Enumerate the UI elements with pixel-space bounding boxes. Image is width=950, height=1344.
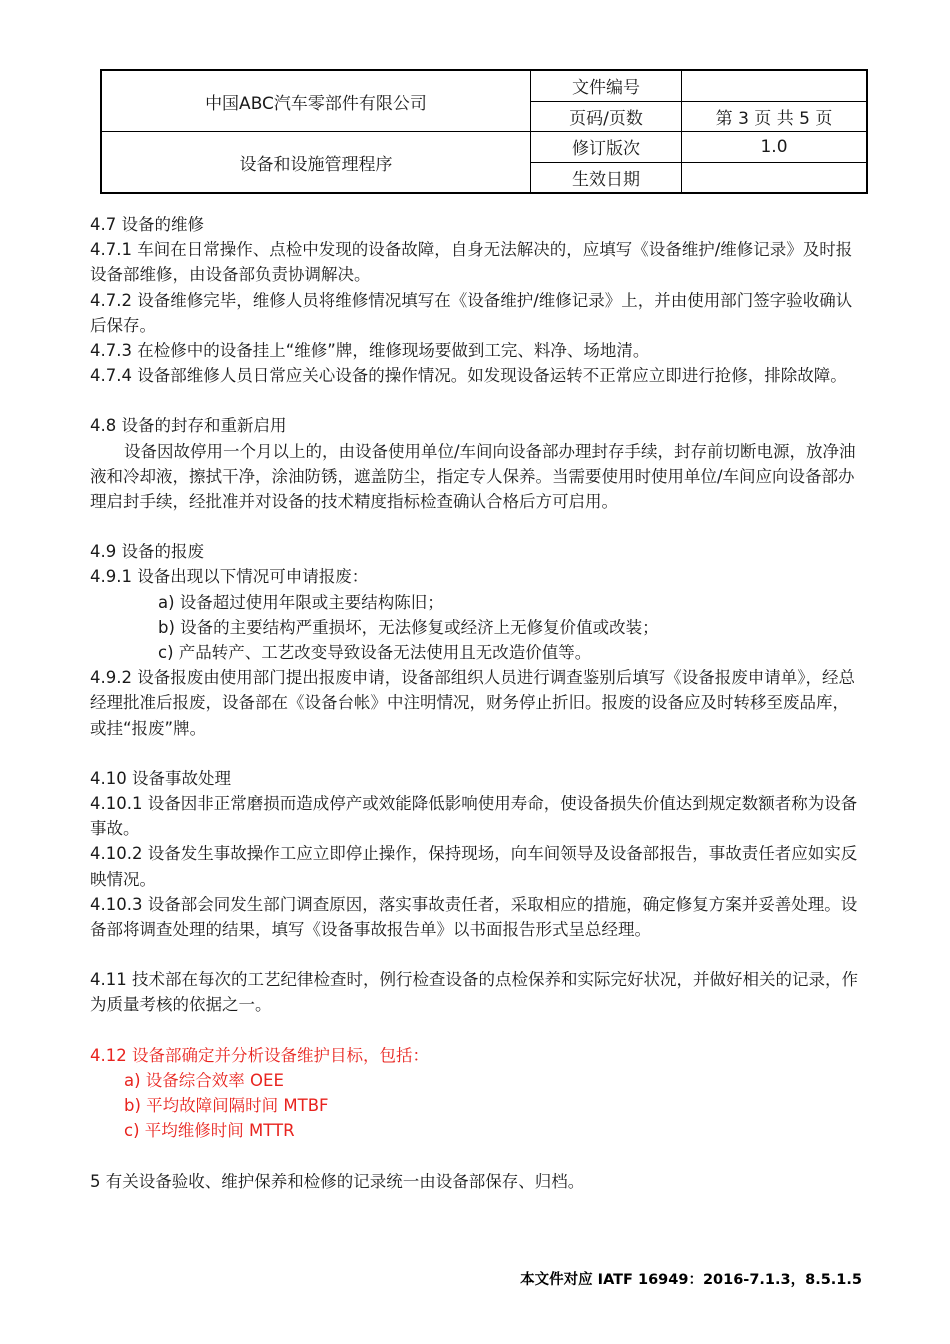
section-4-12-item-a: a) 设备综合效率 OEE (124, 1070, 284, 1090)
header-label-effective-date: 生效日期 (531, 162, 682, 193)
section-4-12-item-b: b) 平均故障间隔时间 MTBF (124, 1096, 329, 1116)
section-4-8-title: 4.8 设备的封存和重新启用 (90, 416, 287, 436)
section-4-10-3: 4.10.3 设备部会同发生部门调查原因，落实事故责任者，采取相应的措施，确定修复方案并妥善处理。设备部将调查处理的结果，填写《设备事故报告单》以书面报告形式呈总经理。 (90, 894, 858, 940)
section-4-12-item-c: c) 平均维修时间 MTTR (124, 1121, 295, 1141)
section-4-7-2: 4.7.2 设备维修完毕，维修人员将维修情况填写在《设备维护/维修记录》上，并由使用部门签字验收确认后保存。 (90, 290, 853, 335)
header-label-revision: 修订版次 (531, 132, 682, 163)
section-4-10-2: 4.10.2 设备发生事故操作工应立即停止操作，保持现场，向车间领导及设备部报告，事故责任者应如实反映情况。 (90, 844, 858, 889)
header-value-doc-number (682, 70, 868, 101)
section-4-10-1: 4.10.1 设备因非正常磨损而造成停产或效能降低影响使用寿命，使设备损失价值达到规定数额者称为设备事故。 (90, 794, 858, 839)
section-4-7-4: 4.7.4 设备部维修人员日常应关心设备的操作情况。如发现设备运转不正常应立即进行抢修，排除故障。 (90, 366, 847, 386)
section-4-9-1-item-b: b) 设备的主要结构严重损坏，无法修复或经济上无修复价值或改装； (158, 617, 659, 637)
section-4-7-title: 4.7 设备的维修 (90, 215, 204, 234)
iatf-reference-footer: 本文件对应 IATF 16949：2016-7.1.3，8.5.1.5 (520, 1272, 862, 1288)
header-label-page: 页码/页数 (531, 101, 682, 132)
section-4-11: 4.11 技术部在每次的工艺纪律检查时，例行检查设备的点检保养和实际完好状况，并做好相关的记录，作为质量考核的依据之一。 (90, 970, 858, 1015)
document-title: 设备和设施管理程序 (101, 132, 531, 194)
section-4-7-1: 4.7.1 车间在日常操作、点检中发现的设备故障，自身无法解决的，应填写《设备维护/维修记录》及时报设备部维修，由设备部负责协调解决。 (90, 240, 853, 285)
company-name: 中国ABC汽车零部件有限公司 (101, 70, 531, 132)
section-4-12-title: 4.12 设备部确定并分析设备维护目标，包括： (90, 1045, 429, 1065)
document-header-table (100, 69, 868, 194)
header-value-revision: 1.0 (682, 132, 868, 163)
section-4-9-1-item-c: c) 产品转产、工艺改变导致设备无法使用且无改造价值等。 (158, 643, 592, 663)
section-4-10-title: 4.10 设备事故处理 (90, 768, 231, 788)
header-value-effective-date (682, 162, 868, 193)
section-4-8-paragraph: 设备因故停用一个月以上的，由设备使用单位/车间向设备部办理封存手续，封存前切断电源，放净油液和冷却液，擦拭干净，涂油防锈，遮盖防尘，指定专人保养。当需要使用时使用单位/车间应向设备部办理启封手续，经批准并对设备的技术精度指标检查确认合格后方可启用。 (90, 441, 856, 512)
document-body (90, 212, 865, 1194)
header-value-page: 第 3 页 共 5 页 (682, 101, 868, 132)
header-label-doc-number: 文件编号 (531, 70, 682, 101)
section-4-9-1: 4.9.1 设备出现以下情况可申请报废： (90, 567, 369, 587)
section-5: 5 有关设备验收、维护保养和检修的记录统一由设备部保存、归档。 (90, 1171, 585, 1191)
section-4-9-1-item-a: a) 设备超过使用年限或主要结构陈旧； (158, 592, 444, 612)
section-4-9-2: 4.9.2 设备报废由使用部门提出报废申请，设备部组织人员进行调查鉴别后填写《设备报废申请单》，经总经理批准后报废，设备部在《设备台帐》中注明情况，财务停止折旧。报废的设备应及时转移至废品库，或挂“报废”牌。 (90, 668, 855, 738)
section-4-7-3: 4.7.3 在检修中的设备挂上“维修”牌，维修现场要做到工完、料净、场地清。 (90, 341, 650, 361)
section-4-9-title: 4.9 设备的报废 (90, 542, 204, 562)
